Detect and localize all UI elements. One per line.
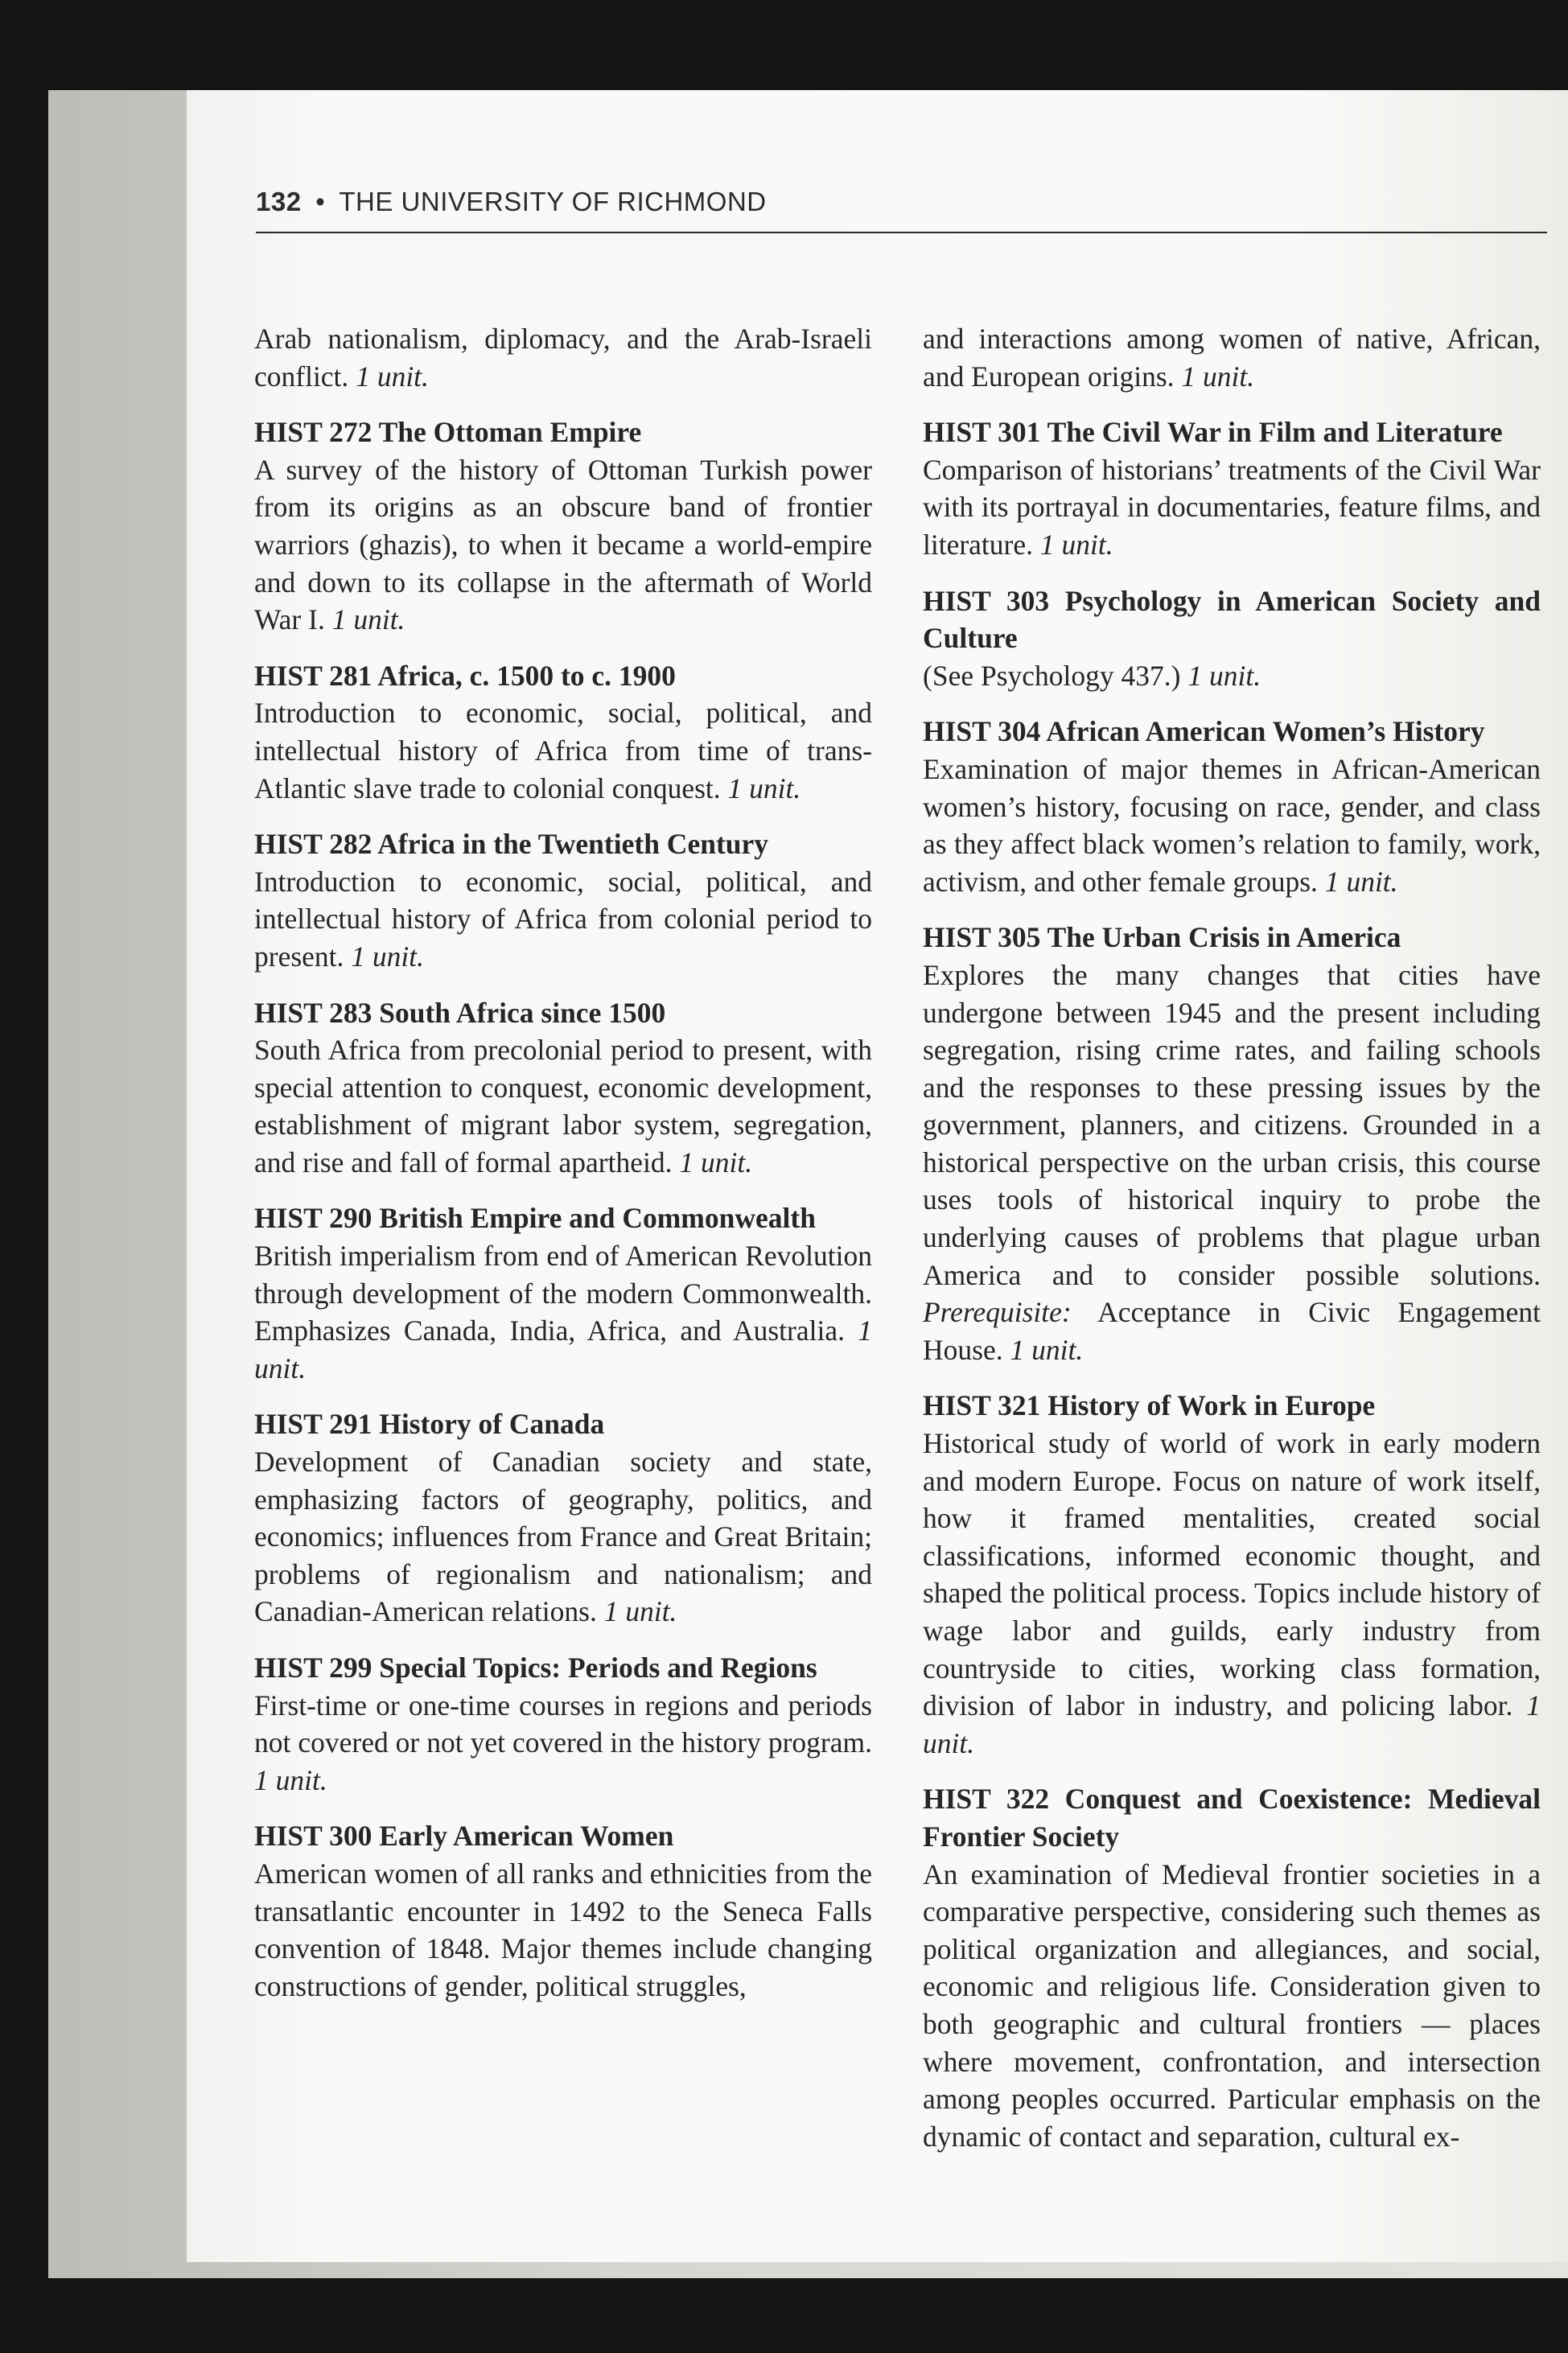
course-unit: 1 unit. xyxy=(1187,659,1261,692)
course-entry xyxy=(254,825,872,975)
running-header xyxy=(256,187,1547,233)
course-description: First-time or one-time courses in regions and periods not covered or not yet covered in the history program. xyxy=(254,1689,872,1759)
course-description: Explores the many changes that cities have undergone between 1945 and the present including segregation, rising crime rates, and failing schools and the responses to these pressing issues by the government, planners, and citizens. Grounded in a historical perspective on the urban crisis, this course uses tools of historical inquiry to probe the underlying causes of problems that plague urban America and to consider possible solutions. xyxy=(923,958,1541,1291)
right-column xyxy=(923,320,1541,2174)
course-unit: 1 unit. xyxy=(254,1763,327,1796)
continuation-text: and interactions among women of native, African, and European origins. 1 unit. xyxy=(923,323,1541,393)
course-description: A survey of the history of Ottoman Turkish power from its origins as an obscure band of frontier warriors (ghazis), to when it became a world-empire and down to its collapse in the aftermath of World War I. xyxy=(254,453,872,636)
course-title: HIST 291 History of Canada xyxy=(254,1408,605,1441)
course-unit: 1 unit. xyxy=(1010,1333,1084,1366)
course-description: Introduction to economic, social, political, and intellectual history of Africa from colonial period to present. xyxy=(254,865,872,973)
course-prerequisite: Acceptance in Civic Engagement House. xyxy=(923,1296,1541,1366)
course-title: HIST 281 Africa, c. 1500 to c. 1900 xyxy=(254,659,676,692)
header-bullet: • xyxy=(315,187,326,216)
course-unit: 1 unit. xyxy=(679,1146,753,1179)
course-entry xyxy=(923,1780,1541,2155)
course-title: HIST 303 Psychology in American Society and Culture xyxy=(923,584,1541,655)
course-entry xyxy=(923,713,1541,900)
course-entry xyxy=(254,1649,872,1799)
course-entry xyxy=(254,1817,872,2005)
course-entry xyxy=(254,1199,872,1387)
course-unit: 1 unit. xyxy=(603,1595,677,1628)
course-unit: 1 unit. xyxy=(1324,865,1398,898)
course-entry xyxy=(254,413,872,639)
course-description: Comparison of historians’ treatments of the Civil War with its portrayal in documentaries, feature films, and literature. xyxy=(923,453,1541,561)
header-title: THE UNIVERSITY OF RICHMOND xyxy=(339,187,767,216)
course-entry xyxy=(923,582,1541,695)
course-title: HIST 272 The Ottoman Empire xyxy=(254,416,642,449)
course-title: HIST 301 The Civil War in Film and Literature xyxy=(923,416,1503,449)
course-description: An examination of Medieval frontier societies in a comparative perspective, considering such themes as political organization and allegiances, and social, economic and religious life. Consideration given to both geographic and cultural frontiers — places where movement, confrontation, and intersection among peoples occurred. Particular emphasis on the dynamic of contact and separation, cultural ex- xyxy=(923,1857,1541,2153)
course-entry xyxy=(923,413,1541,563)
course-title: HIST 304 African American Women’s History xyxy=(923,715,1485,748)
course-entry xyxy=(923,1387,1541,1762)
course-unit: 1 unit. xyxy=(331,603,405,636)
course-title: HIST 321 History of Work in Europe xyxy=(923,1389,1376,1422)
course-title: HIST 282 Africa in the Twentieth Century xyxy=(254,828,769,861)
course-entry xyxy=(923,919,1541,1368)
course-unit: 1 unit. xyxy=(727,771,801,804)
continuation-text: Arab nationalism, diplomacy, and the Arab-Israeli conflict. 1 unit. xyxy=(254,323,872,393)
course-entry xyxy=(254,657,872,807)
course-unit: 1 unit. xyxy=(254,1314,872,1384)
course-description: Examination of major themes in African-American women’s history, focusing on race, gender, and class as they affect black women’s relation to family, work, activism, and other female groups. xyxy=(923,752,1541,898)
course-title: HIST 305 The Urban Crisis in America xyxy=(923,921,1401,954)
course-description: American women of all ranks and ethnicities from the transatlantic encounter in 1492 to the Seneca Falls convention of 1848. Major themes include changing constructions of gender, political struggles, xyxy=(254,1857,872,2002)
course-title: HIST 290 British Empire and Commonwealth xyxy=(254,1202,816,1235)
course-entry xyxy=(254,994,872,1182)
course-description: Introduction to economic, social, political, and intellectual history of Africa from time of trans-Atlantic slave trade to colonial conquest. xyxy=(254,697,872,804)
course-description: Development of Canadian society and state, emphasizing factors of geography, politics, and economics; influences from France and Great Britain; problems of regionalism and nationalism; and Canadian-American relations. xyxy=(254,1446,872,1628)
course-unit: 1 unit. xyxy=(1039,528,1113,561)
course-description: (See Psychology 437.) xyxy=(923,659,1181,692)
course-title: HIST 300 Early American Women xyxy=(254,1820,674,1853)
course-prerequisite-label: Prerequisite: xyxy=(923,1296,1072,1329)
course-title: HIST 322 Conquest and Coexistence: Medieval Frontier Society xyxy=(923,1783,1541,1853)
course-description: South Africa from precolonial period to present, with special attention to conquest, economic development, establishment of migrant labor system, segregation, and rise and fall of formal apartheid. xyxy=(254,1034,872,1179)
left-column xyxy=(254,320,872,2023)
course-unit: 1 unit. xyxy=(351,940,424,973)
page-number: 132 xyxy=(256,187,302,216)
course-description: British imperialism from end of American Revolution through development of the modern Commonwealth. Emphasizes Canada, India, Africa, and Australia. xyxy=(254,1240,872,1347)
course-title: HIST 299 Special Topics: Periods and Regions xyxy=(254,1652,817,1684)
course-title: HIST 283 South Africa since 1500 xyxy=(254,996,666,1029)
course-entry xyxy=(254,1405,872,1631)
course-unit: 1 unit. xyxy=(923,1689,1541,1759)
course-description: Historical study of world of work in early modern and modern Europe. Focus on nature of work itself, how it framed mentalities, created social classifications, informed economic thought, and shaped the political process. Topics include history of wage labor and guilds, early industry from countryside to cities, working class formation, division of labor in industry, and policing labor. xyxy=(923,1427,1541,1722)
